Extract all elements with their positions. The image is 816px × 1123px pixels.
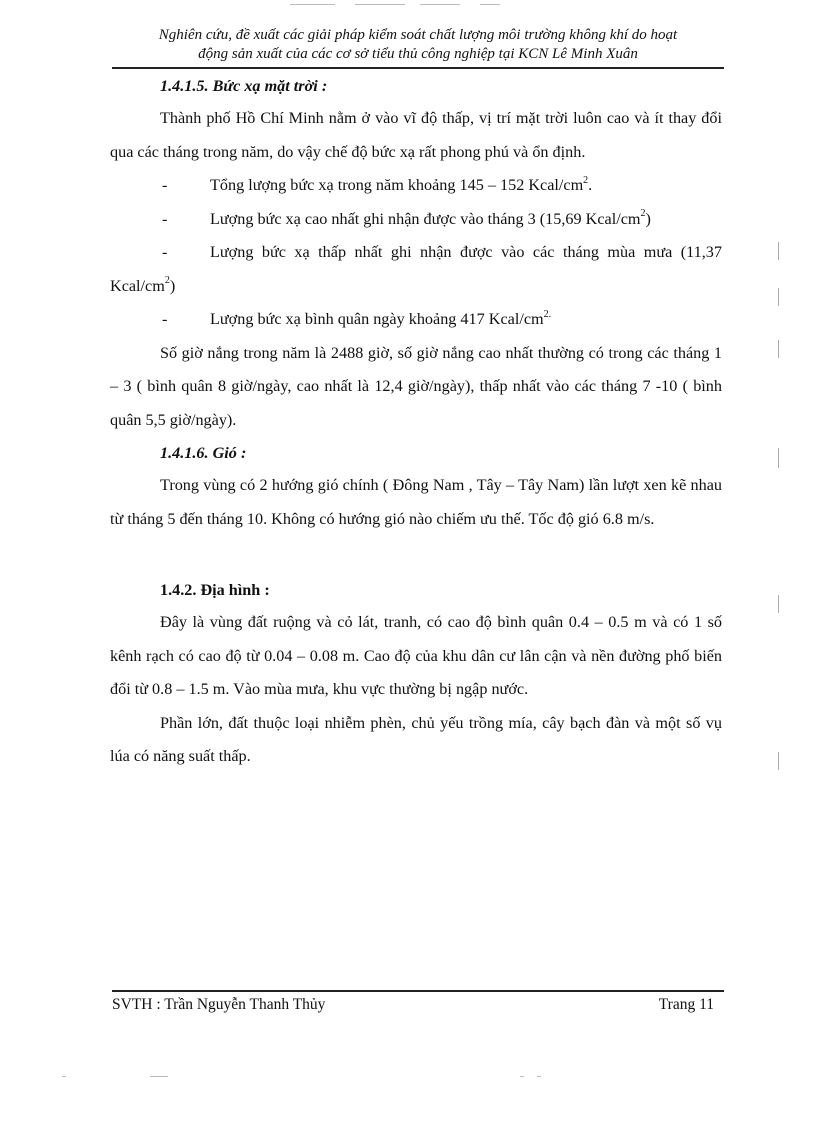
header-line-1: Nghiên cứu, đề xuất các giải pháp kiểm soát chất lượng môi trường không khí do hoạt bbox=[158, 27, 678, 43]
scan-artifact-bottom bbox=[62, 1076, 66, 1077]
list-item: - Tổng lượng bức xạ trong năm khoảng 145 – 152 Kcal/$cm^2$. bbox=[110, 169, 722, 203]
scan-artifact-bottom bbox=[520, 1076, 524, 1077]
footer-author: SVTH : Trần Nguyễn Thanh Thủy bbox=[112, 996, 326, 1013]
bullet-dash: - bbox=[162, 243, 168, 261]
list-item: - Lượng bức xạ cao nhất ghi nhận được vào tháng 3 (15,69 Kcal/$cm^2$) bbox=[110, 203, 722, 237]
list-item: - Lượng bức xạ thấp nhất ghi nhận được vào các tháng mùa mưa (11,37 Kcal/$cm^2$) bbox=[110, 236, 722, 303]
paragraph-wind: Trong vùng có 2 hướng gió chính ( Đông Nam , Tây – Tây Nam) lần lượt xen kẽ nhau từ tháng 5 đến tháng 10. Không có hướng gió nào chiếm ưu thế. Tốc độ gió 6.8 m/s. bbox=[110, 476, 722, 528]
scan-artifact-edge bbox=[778, 242, 779, 260]
list-item: - Lượng bức xạ bình quân ngày khoảng 417 Kcal/$cm^{2.}$ bbox=[110, 303, 722, 337]
scan-artifact-edge bbox=[778, 595, 779, 613]
scan-artifact-bottom bbox=[537, 1076, 541, 1077]
scan-artifact-edge bbox=[778, 752, 779, 770]
heading-solar-radiation: 1.4.1.5. Bức xạ mặt trời : bbox=[160, 77, 328, 95]
page-number: Trang 11 bbox=[658, 996, 714, 1013]
page-content bbox=[110, 70, 722, 774]
paragraph-terrain-1: Đây là vùng đất ruộng và cỏ lát, tranh, có cao độ bình quân 0.4 – 0.5 m và có 1 số kênh rạch có cao độ từ 0.04 – 0.08 m. Cao độ của khu dân cư lân cận và nền đường phố biến đổi từ 0.8 – 1.5 m. Vào mùa mưa, khu vực thường bị ngập nước. bbox=[110, 613, 722, 698]
page-footer bbox=[112, 996, 714, 1014]
footer-rule bbox=[112, 990, 724, 992]
scan-artifact-top bbox=[420, 4, 460, 5]
scan-artifact-edge bbox=[778, 288, 779, 306]
scan-artifact-top bbox=[355, 4, 405, 5]
header-rule bbox=[112, 67, 724, 69]
scan-artifact-edge bbox=[778, 340, 779, 358]
header-line-2: động sản xuất của các cơ sở tiểu thủ công nghiệp tại KCN Lê Minh Xuân bbox=[198, 46, 638, 62]
bullet-dash: - bbox=[162, 176, 168, 194]
running-header bbox=[112, 26, 724, 64]
scan-artifact-edge bbox=[778, 448, 779, 468]
paragraph-terrain-2: Phần lớn, đất thuộc loại nhiễm phèn, chủ yếu trồng mía, cây bạch đàn và một số vụ lúa có năng suất thấp. bbox=[110, 713, 722, 765]
scan-artifact-bottom bbox=[150, 1076, 168, 1077]
bullet-dash: - bbox=[162, 310, 168, 328]
paragraph-sunshine-hours: Số giờ nắng trong năm là 2488 giờ, số giờ nắng cao nhất thường có trong các tháng 1 – 3 ( bình quân 8 giờ/ngày, cao nhất là 12,4 giờ/ngày), thấp nhất vào các tháng 7 -10 ( bình quân 5,5 giờ/ngày). bbox=[110, 343, 722, 429]
paragraph-solar-intro: Thành phố Hồ Chí Minh nằm ở vào vĩ độ thấp, vị trí mặt trời luôn cao và ít thay đổi qua các tháng trong năm, do vậy chế độ bức xạ rất phong phú và ổn định. bbox=[110, 109, 722, 161]
bullet-dash: - bbox=[162, 209, 168, 228]
scan-artifact-top bbox=[290, 4, 335, 5]
scan-artifact-top bbox=[480, 4, 500, 5]
heading-wind: 1.4.1.6. Gió : bbox=[160, 444, 247, 462]
heading-terrain: 1.4.2. Địa hình : bbox=[160, 581, 270, 599]
